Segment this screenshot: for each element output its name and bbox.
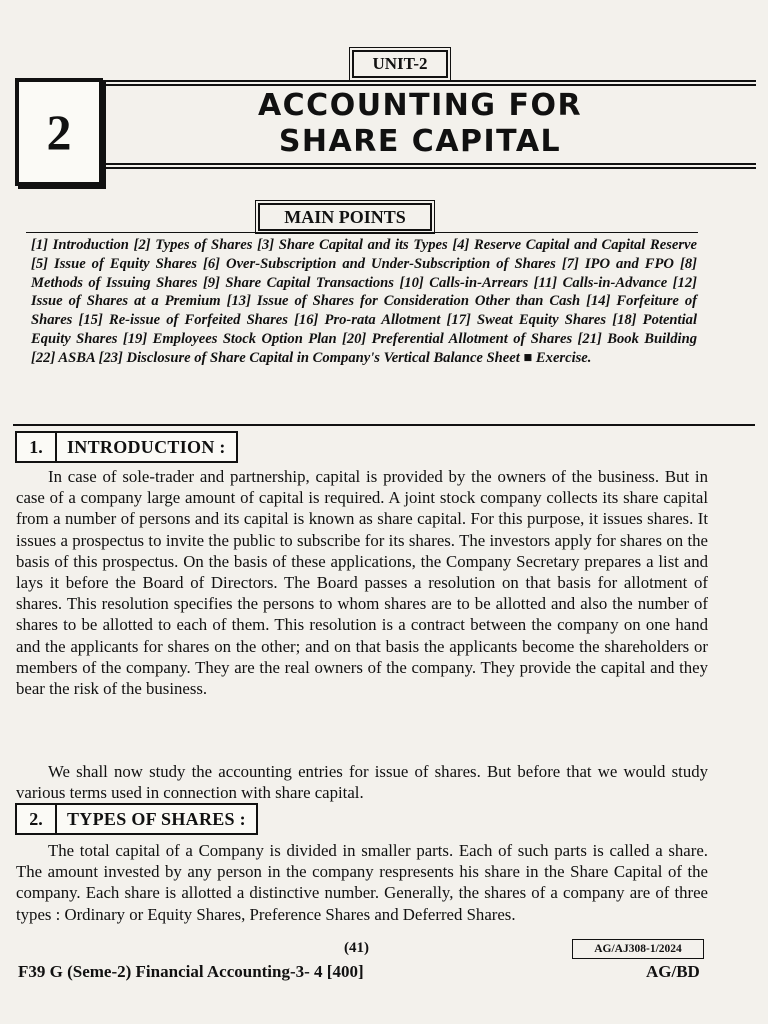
paragraph-types-of-shares-1: The total capital of a Company is divided in smaller parts. Each of such parts is called a share. The amount invested by any person in the company respresents his share in the Share Capital of the company. Each share is allotted a distinctive number. Generally, the shares of a company are of three types : Ordinary or Equity Shares, Preference Shares and Deferred Shares. (16, 841, 708, 924)
chapter-number-box (15, 78, 103, 186)
section-title: TYPES OF SHARES : (67, 809, 246, 829)
section-number: 2. (17, 805, 57, 833)
main-points-heading: MAIN POINTS (258, 203, 432, 231)
chapter-number: 2 (46, 104, 72, 160)
section-heading-types-of-shares (15, 803, 258, 835)
title-top-rule-inner (99, 84, 756, 86)
title-bottom-rule (99, 163, 756, 165)
page-number: (41) (344, 940, 369, 956)
main-points-bottom-rule (13, 424, 755, 426)
footer-book-title: F39 G (Seme-2) Financial Accounting-3- 4 [400] (18, 962, 364, 981)
footer-code-right: AG/BD (646, 962, 700, 981)
section-number: 1. (17, 433, 57, 461)
paragraph-introduction-2: We shall now study the accounting entries for issue of shares. But before that we would study various terms used in connection with share capital. (16, 762, 708, 803)
chapter-title (110, 88, 730, 160)
section-heading-introduction (15, 431, 238, 463)
title-bottom-rule-inner (99, 167, 756, 169)
unit-label: UNIT-2 (352, 50, 448, 78)
main-points-text: [1] Introduction [2] Types of Shares [3] Share Capital and its Types [4] Reserve Capital and Capital Reserve [5] Issue of Equity Shares [6] Over-Subscription and Under-Subscription of Shares [7] IPO and FPO [8] Methods of Issuing Shares [9] Share Capital Transactions [10] Calls-in-Arrears [11] Calls-in-Advance [12] Issue of Shares at a Premium [13] Issue of Shares for Consideration Other than Cash [14] Forfeiture of Shares [15] Re-issue of Forfeited Shares [16] Pro-rata Allotment [17] Sweat Equity Shares [18] Potential Equity Shares [19] Employees Stock Option Plan [20] Preferential Allotment of Shares [21] Book Building [22] ASBA [23] Disclosure of Share Capital in Company's Vertical Balance Sheet ■ Exercise. (31, 237, 697, 366)
title-top-rule (99, 80, 756, 82)
paragraph-introduction-1: In case of sole-trader and partnership, capital is provided by the owners of the business. But in case of a company large amount of capital is required. A joint stock company collects its share capital from a number of persons and its capital is known as share capital. For this purpose, it issues shares. It issues a prospectus to invite the public to subscribe for its shares. The investors apply for shares on the basis of this prospectus. On the basis of these applications, the Company Secretary prepares a list and lays it before the Board of Directors. The Board passes a resolution on that basis for allotment of shares. This resolution specifies the persons to whom shares are to be allotted and also the number of shares to be allotted to each of them. This resolution is a contract between the company on one hand and the applicants for shares on the other; and on that basis the applicants become the shareholders or members of the company. They are the real owners of the company. They provide the capital and they bear the risk of the business. (16, 467, 708, 699)
document-code: AG/AJ308-1/2024 (572, 939, 704, 959)
chapter-title-line1: ACCOUNTING FOR (257, 88, 583, 123)
section-title: INTRODUCTION : (67, 437, 226, 457)
chapter-title-line2: SHARE CAPITAL (278, 124, 562, 159)
